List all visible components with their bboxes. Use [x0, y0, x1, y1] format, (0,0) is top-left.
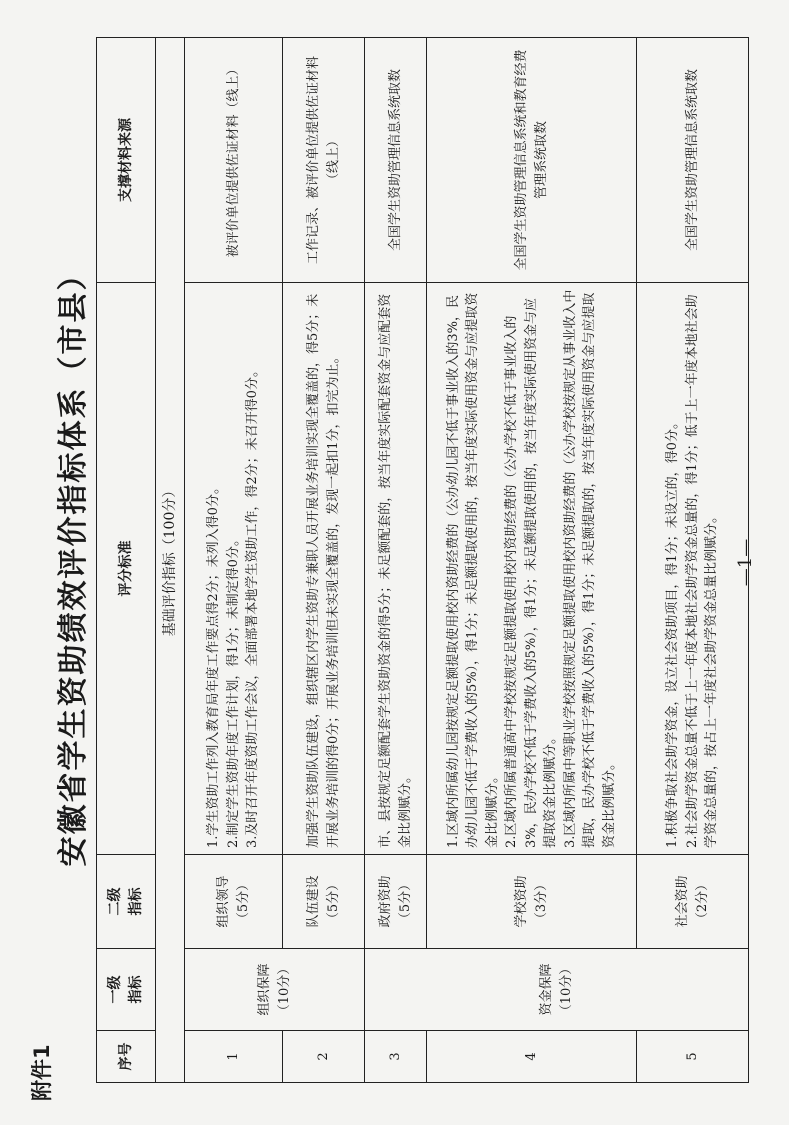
level2-name: 学校资助 [514, 875, 529, 928]
source-cell: 全国学生资助管理信息系统取数 [365, 38, 427, 283]
header-level2-line1: 二级 [107, 887, 123, 916]
table-row [283, 38, 365, 1083]
table-row [427, 38, 637, 1083]
header-level2 [97, 855, 156, 949]
header-source: 支撑材料来源 [97, 38, 156, 283]
source-cell: 全国学生资助管理信息系统取数 [637, 38, 749, 283]
level1-name: 资金保障 [539, 963, 554, 1016]
annex-label: 附件1 [30, 1044, 54, 1101]
level1-cell [185, 949, 365, 1031]
criteria-item: 3.区域内所属中等职业学校按照规定足额提取使用校内资助经费的（公办学校按规定从事业收入中提取，民办学校不低于学费收入的5%），得1分；未足额提取的，按当年度实际使用资金与应提取资金比例赋分。 [562, 289, 617, 848]
seq-cell: 5 [637, 1031, 749, 1083]
criteria-cell [185, 283, 283, 855]
level1-name: 组织保障 [257, 963, 272, 1016]
level2-cell [637, 855, 749, 949]
page-number: —1— [735, 538, 756, 587]
section-row [156, 38, 185, 1083]
criteria-cell [427, 283, 637, 855]
level2-name: 社会资助 [675, 875, 690, 928]
header-level1-line2: 指标 [128, 975, 144, 1004]
seq-cell: 3 [365, 1031, 427, 1083]
level2-score: （3分） [533, 877, 549, 926]
criteria-item: 3.及时召开年度资助工作会议，全面部署本地学生资助工作，得2分；未召开得0分。 [245, 364, 261, 848]
source-cell: 工作记录、被评价单位提供佐证材料（线上） [283, 38, 365, 283]
source-cell: 全国学生资助管理信息系统和教育经费管理系统取数 [427, 38, 637, 283]
criteria-cell [365, 283, 427, 855]
criteria-item: 1.学生资助工作列入教育局年度工作要点得2分；未列入得0分。 [206, 481, 222, 848]
criteria-cell [637, 283, 749, 855]
level2-score: （2分） [694, 877, 710, 926]
criteria-cell [283, 283, 365, 855]
level2-score: （5分） [235, 877, 251, 926]
level2-name: 政府资助 [378, 875, 393, 928]
page-title: 安徽省学生资助绩效评价指标体系（市县） [56, 258, 91, 867]
seq-cell: 1 [185, 1031, 283, 1083]
table-row [637, 38, 749, 1083]
level1-cell [365, 949, 749, 1031]
header-level1 [97, 949, 156, 1031]
criteria-item: 市、县按规定足额配套学生资助资金的得5分；未足额配套的，按当年度实际配套资金与应配套资金比例赋分。 [378, 293, 413, 848]
level2-cell [185, 855, 283, 949]
level2-cell [427, 855, 637, 949]
table-row [365, 38, 427, 1083]
level2-score: （5分） [397, 877, 413, 926]
header-criteria: 评分标准 [97, 283, 156, 855]
level2-cell [365, 855, 427, 949]
table-row [185, 38, 283, 1083]
level2-name: 队伍建设 [306, 875, 321, 928]
criteria-item: 1.积极争取社会助学资金，设立社会资助项目，得1分；未设立的，得0分。 [665, 416, 681, 848]
level1-score: （10分） [558, 961, 574, 1018]
seq-cell: 2 [283, 1031, 365, 1083]
section-label: 基础评价指标（100分） [156, 38, 185, 1083]
criteria-item: 2.社会助学资金总量不低于上一年度本地社会助学资金总量的，得1分；低于上一年度本地社会助学资金总量的，按占上一年度社会助学资金总量比例赋分。 [684, 294, 720, 848]
header-level1-line1: 一级 [107, 975, 123, 1004]
seq-cell: 4 [427, 1031, 637, 1083]
criteria-item: 2.制定学生资助年度工作计划，得1分；未制定得0分。 [225, 533, 241, 848]
indicator-table [96, 37, 749, 1083]
level2-name: 组织领导 [216, 875, 231, 928]
level1-score: （10分） [276, 961, 292, 1018]
level2-score: （5分） [325, 877, 341, 926]
criteria-item: 2.区域内所属普通高中学校按规定足额提取使用校内资助经费的（公办学校不低于事业收入的3%，民办学校不低于学费收入的5%），得1分；未足额提取使用的，按当年度实际使用资金与应提取资金比例赋分。 [504, 297, 559, 848]
criteria-item: 加强学生资助队伍建设，组织辖区内学生资助专兼职人员开展业务培训实现全覆盖的，得5分；未开展业务培训的得0分；开展业务培训但未实现全覆盖的，发现一起扣1分，扣完为止。 [306, 293, 341, 848]
criteria-item: 1.区域内所属幼儿园按规定足额提取使用校内资助经费的（公办幼儿园不低于事业收入的3%，民办幼儿园不低于学费收入的5%），得1分；未足额提取使用的，按当年度实际使用资金与应提取资金比例赋分。 [445, 292, 500, 848]
header-level2-line2: 指标 [128, 887, 144, 916]
level2-cell [283, 855, 365, 949]
source-cell: 被评价单位提供佐证材料（线上） [185, 38, 283, 283]
table-header-row [97, 38, 156, 1083]
header-seq: 序号 [97, 1031, 156, 1083]
